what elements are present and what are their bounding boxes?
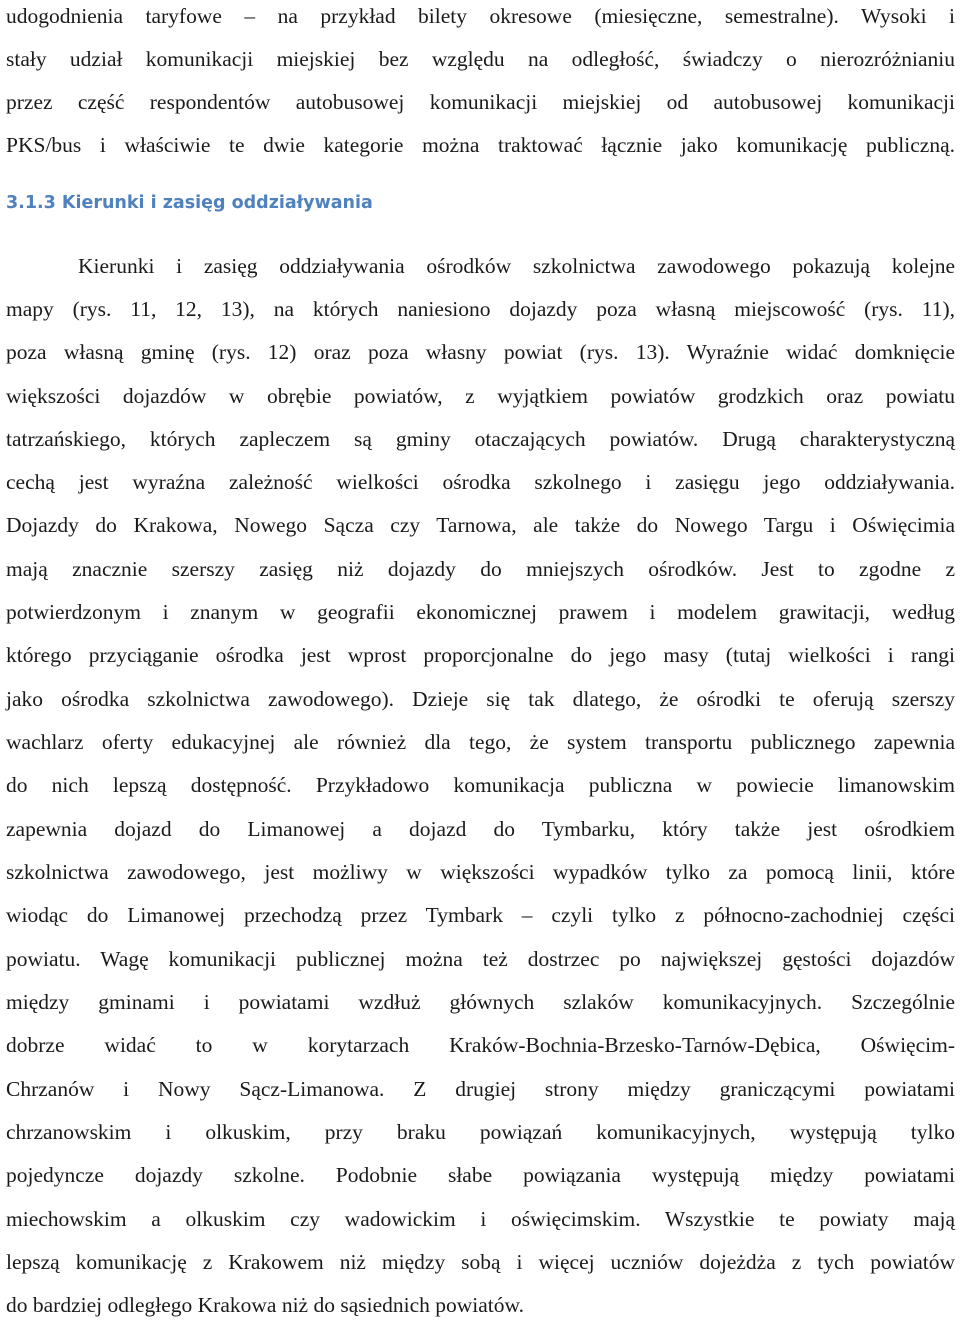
paragraph-line: wiodąc do Limanowej przechodzą przez Tymbark – czyli tylko z północno-zachodniej części bbox=[6, 903, 955, 927]
paragraph-line: udogodnienia taryfowe – na przykład bilety okresowe (miesięczne, semestralne). Wysoki i bbox=[6, 4, 955, 28]
paragraph-line: mapy (rys. 11, 12, 13), na których naniesiono dojazdy poza własną miejscowość (rys. 11), bbox=[6, 297, 955, 321]
paragraph-line: jako ośrodka szkolnictwa zawodowego). Dzieje się tak dlatego, że ośrodki te oferują szerszy bbox=[6, 687, 955, 711]
paragraph-line: szkolnictwa zawodowego, jest możliwy w większości wypadków tylko za pomocą linii, które bbox=[6, 860, 955, 884]
paragraph-line: powiatu. Wagę komunikacji publicznej można też dostrzec po największej gęstości dojazdów bbox=[6, 947, 955, 971]
paragraph-line: większości dojazdów w obrębie powiatów, z wyjątkiem powiatów grodzkich oraz powiatu bbox=[6, 384, 955, 408]
paragraph-line: pojedyncze dojazdy szkolne. Podobnie słabe powiązania występują między powiatami bbox=[6, 1163, 955, 1187]
paragraph-line: między gminami i powiatami wzdłuż głównych szlaków komunikacyjnych. Szczególnie bbox=[6, 990, 955, 1014]
paragraph-line: lepszą komunikację z Krakowem niż między sobą i więcej uczniów dojeżdża z tych powiatów bbox=[6, 1250, 955, 1274]
paragraph-line: poza własną gminę (rys. 12) oraz poza własny powiat (rys. 13). Wyraźnie widać domknięcie bbox=[6, 340, 955, 364]
paragraph-line: miechowskim a olkuskim czy wadowickim i oświęcimskim. Wszystkie te powiaty mają bbox=[6, 1207, 955, 1231]
paragraph-line: mają znacznie szerszy zasięg niż dojazdy do mniejszych ośrodków. Jest to zgodne z bbox=[6, 557, 955, 581]
paragraph-line: przez część respondentów autobusowej komunikacji miejskiej od autobusowej komunikacji bbox=[6, 90, 955, 114]
paragraph-line: PKS/bus i właściwie te dwie kategorie można traktować łącznie jako komunikację publiczną. bbox=[6, 133, 955, 157]
paragraph-line: Dojazdy do Krakowa, Nowego Sącza czy Tarnowa, ale także do Nowego Targu i Oświęcimia bbox=[6, 513, 955, 537]
paragraph-line: potwierdzonym i znanym w geografii ekonomicznej prawem i modelem grawitacji, według bbox=[6, 600, 955, 624]
paragraph-line: stały udział komunikacji miejskiej bez względu na odległość, świadczy o nierozróżnianiu bbox=[6, 47, 955, 71]
paragraph-line: dobrze widać to w korytarzach Kraków-Bochnia-Brzesko-Tarnów-Dębica, Oświęcim- bbox=[6, 1033, 955, 1057]
paragraph-line: chrzanowskim i olkuskim, przy braku powiązań komunikacyjnych, występują tylko bbox=[6, 1120, 955, 1144]
paragraph-line: tatrzańskiego, których zapleczem są gminy otaczających powiatów. Drugą charakterystyczną bbox=[6, 427, 955, 451]
paragraph-line: do bardziej odległego Krakowa niż do sąsiednich powiatów. bbox=[6, 1293, 525, 1317]
paragraph-line: cechą jest wyraźna zależność wielkości ośrodka szkolnego i zasięgu jego oddziaływania. bbox=[6, 470, 955, 494]
paragraph-line: Chrzanów i Nowy Sącz-Limanowa. Z drugiej strony między graniczącymi powiatami bbox=[6, 1077, 955, 1101]
section-heading: 3.1.3 Kierunki i zasięg oddziaływania bbox=[6, 193, 373, 213]
paragraph-line: do nich lepszą dostępność. Przykładowo komunikacja publiczna w powiecie limanowskim bbox=[6, 773, 955, 797]
paragraph-line: zapewnia dojazd do Limanowej a dojazd do Tymbarku, który także jest ośrodkiem bbox=[6, 817, 955, 841]
paragraph-line: którego przyciąganie ośrodka jest wprost proporcjonalne do jego masy (tutaj wielkości i rangi bbox=[6, 643, 955, 667]
paragraph-line: Kierunki i zasięg oddziaływania ośrodków szkolnictwa zawodowego pokazują kolejne bbox=[78, 254, 955, 278]
paragraph-line: wachlarz oferty edukacyjnej ale również dla tego, że system transportu publicznego zapewnia bbox=[6, 730, 955, 754]
